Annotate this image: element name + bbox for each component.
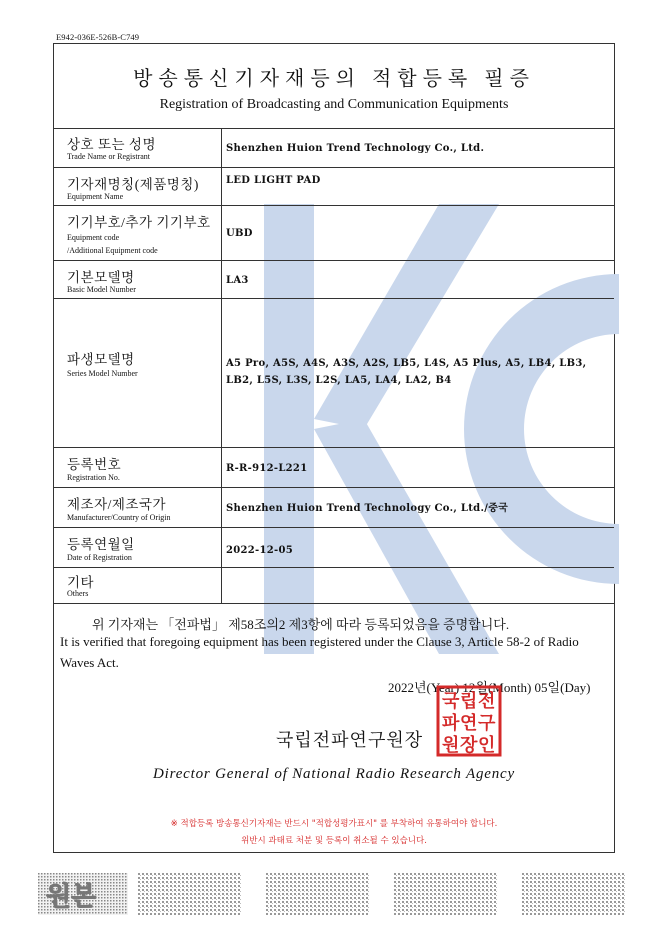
- label-korean: 기자재명칭(제품명칭): [67, 177, 199, 192]
- label-english: Manufacturer/Country of Origin: [67, 513, 171, 522]
- label-english: Others: [67, 589, 89, 598]
- original-mark-icon: [38, 873, 128, 915]
- director-english: Director General of National Radio Research Agency: [153, 766, 515, 782]
- value-equipment-name: LED LIGHT PAD: [226, 175, 321, 186]
- label-korean: 기타: [67, 575, 95, 590]
- value-manufacturer: Shenzhen Huion Trend Technology Co., Ltd./중국: [226, 503, 509, 514]
- row-series-model: [54, 298, 614, 448]
- row-basic-model: [54, 260, 614, 299]
- label-english: Equipment code: [67, 233, 120, 242]
- notice-line-2: 위반시 과태료 처분 및 등록이 취소될 수 있습니다.: [241, 836, 427, 846]
- label-korean: 등록연월일: [67, 537, 135, 552]
- row-trade-name: [54, 128, 614, 168]
- row-manufacturer: [54, 487, 614, 528]
- label-english: Equipment Name: [67, 192, 124, 201]
- svg-text:인: 인: [478, 735, 496, 756]
- label-english: Trade Name or Registrant: [67, 152, 151, 161]
- certificate-frame: [53, 43, 615, 853]
- row-equipment-code: [54, 205, 614, 261]
- label-korean: 기본모델명: [67, 270, 135, 285]
- value-basic-model: LA3: [226, 275, 249, 286]
- label-english: Date of Registration: [67, 553, 132, 562]
- svg-text:장: 장: [460, 735, 478, 756]
- row-registration-date: [54, 527, 614, 568]
- row-others: [54, 567, 614, 604]
- svg-text:립: 립: [460, 691, 478, 712]
- title-korean: 방송통신기자재등의 적합등록 필증: [133, 68, 535, 90]
- svg-text:파: 파: [442, 713, 460, 734]
- document-code: E942-036E-526B-C749: [56, 32, 140, 42]
- label-english: Series Model Number: [67, 369, 138, 378]
- statement-english: It is verified that foregoing equipment has been registered under the Clause 3, Article 58-2 of Radio Waves Act.: [60, 634, 579, 670]
- label-korean: 상호 또는 성명: [67, 137, 156, 152]
- official-seal-icon: [436, 685, 502, 757]
- issue-date: 2022년(Year) 12월(Month) 05일(Day): [388, 680, 591, 695]
- director-korean: 국립전파연구원장: [276, 730, 424, 750]
- value-series-model: A5 Pro, A5S, A4S, A3S, A2S, LB5, L4S, A5 Plus, A5, LB4, LB3,: [226, 358, 587, 369]
- row-registration-no: [54, 447, 614, 488]
- label-korean: 제조자/제조국가: [67, 497, 167, 512]
- svg-text:전: 전: [478, 691, 496, 712]
- label-english: Basic Model Number: [67, 285, 136, 294]
- value-trade-name: Shenzhen Huion Trend Technology Co., Ltd.: [226, 143, 485, 154]
- svg-text:연: 연: [460, 713, 478, 734]
- title-english: Registration of Broadcasting and Communication Equipments: [159, 97, 509, 112]
- label-english-2: /Additional Equipment code: [67, 246, 158, 255]
- label-korean: 파생모델명: [67, 352, 135, 367]
- value-registration-date: 2022-12-05: [226, 545, 293, 556]
- value-registration-no: R-R-912-L221: [226, 463, 308, 474]
- svg-text:구: 구: [478, 713, 496, 734]
- label-korean: 등록번호: [67, 457, 122, 472]
- security-pattern-icon: [138, 873, 630, 915]
- row-equipment-name: [54, 167, 614, 206]
- svg-text:원: 원: [442, 735, 460, 756]
- notice-line-1: ※ 적합등록 방송통신기자재는 반드시 "적합성평가표시" 를 부착하여 유통하여야 합니다.: [170, 819, 498, 829]
- label-korean: 기기부호/추가 기기부호: [67, 215, 211, 230]
- svg-text:원본: 원본: [46, 882, 97, 912]
- statement-korean: 위 기자재는 「전파법」 제58조의2 제3항에 따라 등록되었음을 증명합니다.: [92, 617, 510, 632]
- value-series-model-2: LB2, L5S, L3S, L2S, LA5, LA4, LA2, B4: [226, 375, 452, 386]
- value-equipment-code: UBD: [226, 228, 253, 239]
- label-english: Registration No.: [67, 473, 120, 482]
- svg-text:국: 국: [442, 691, 460, 712]
